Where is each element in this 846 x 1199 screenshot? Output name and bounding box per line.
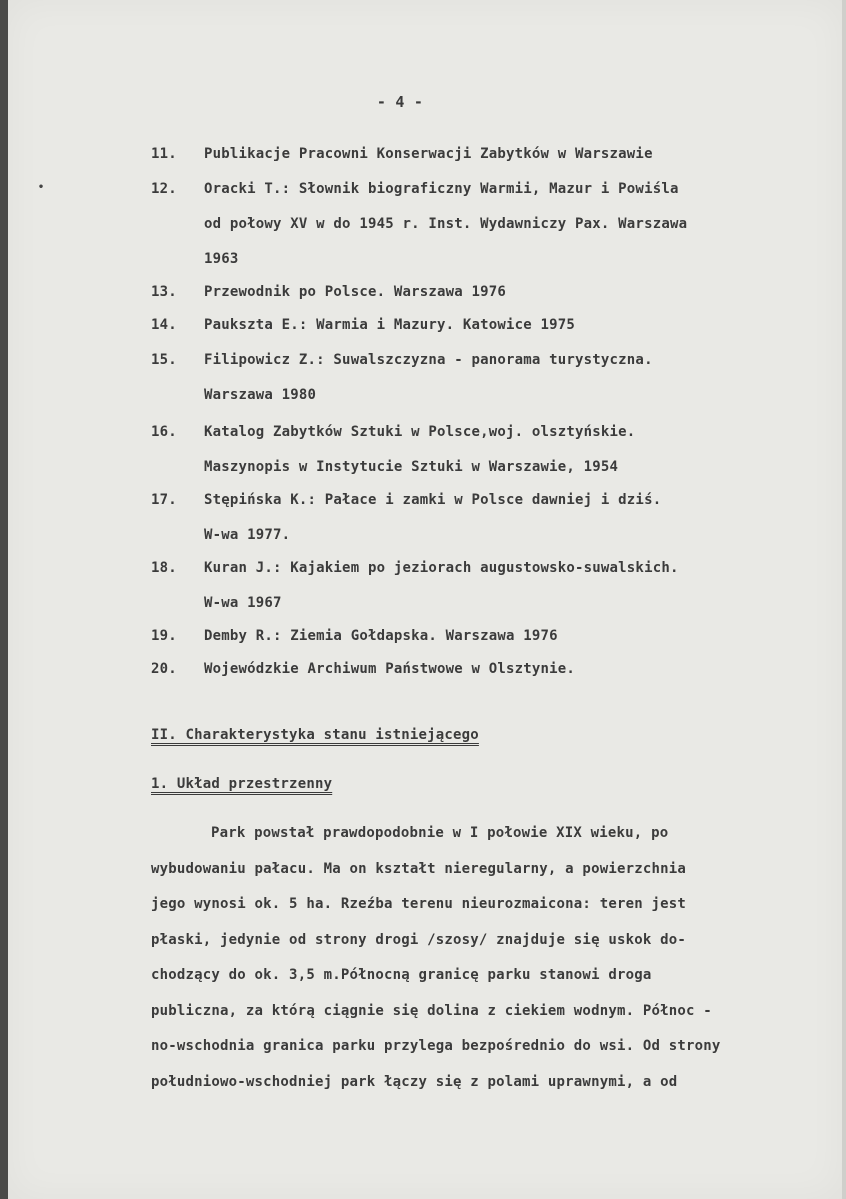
reference-item	[151, 343, 811, 413]
reference-number: 14.	[151, 317, 177, 333]
scan-edge	[0, 0, 8, 1199]
reference-text-line: W-wa 1977.	[204, 527, 291, 543]
document-page	[8, 0, 842, 1199]
reference-number: 19.	[151, 628, 177, 644]
reference-item	[151, 619, 811, 654]
reference-text-line: W-wa 1967	[204, 595, 282, 611]
reference-item	[151, 652, 811, 687]
reference-number: 20.	[151, 661, 177, 677]
reference-text-line: Publikacje Pracowni Konserwacji Zabytków w Warszawie	[204, 146, 653, 162]
subsection-heading: 1. Układ przestrzenny	[151, 776, 333, 792]
reference-text-line: od połowy XV w do 1945 r. Inst. Wydawniczy Pax. Warszawa	[204, 216, 688, 232]
reference-number: 13.	[151, 284, 177, 300]
reference-text-line: Filipowicz Z.: Suwalszczyzna - panorama turystyczna.	[204, 352, 653, 368]
paragraph-line: no-wschodnia granica parku przylega bezpośrednio do wsi. Od strony	[151, 1038, 721, 1054]
paragraph-line: wybudowaniu pałacu. Ma on kształt nieregularny, a powierzchnia	[151, 860, 686, 877]
reference-text-line: Przewodnik po Polsce. Warszawa 1976	[204, 284, 507, 300]
reference-text-line: Maszynopis w Instytucie Sztuki w Warszawie, 1954	[204, 459, 619, 475]
reference-number: 18.	[151, 560, 177, 576]
reference-item	[151, 172, 811, 277]
reference-text-line: Oracki T.: Słownik biograficzny Warmii, Mazur i Powiśla	[204, 181, 679, 197]
reference-text-line: Kuran J.: Kajakiem po jeziorach augustowsko-suwalskich.	[204, 560, 679, 576]
section-heading: II. Charakterystyka stanu istniejącego	[151, 727, 479, 743]
body-paragraph	[151, 816, 846, 1100]
reference-text-line: Wojewódzkie Archiwum Państwowe w Olsztynie.	[204, 661, 576, 677]
reference-item	[151, 483, 811, 553]
reference-text-line: Stępińska K.: Pałace i zamki w Polsce dawniej i dziś.	[204, 492, 662, 508]
reference-text-line: Katalog Zabytków Sztuki w Polsce,woj. olsztyńskie.	[204, 424, 636, 440]
reference-item	[151, 275, 811, 310]
paragraph-line: płaski, jedynie od strony drogi /szosy/ znajduje się uskok do-	[151, 931, 686, 948]
reference-item	[151, 308, 811, 343]
reference-item	[151, 551, 811, 621]
reference-number: 15.	[151, 352, 177, 368]
margin-mark: •	[38, 182, 45, 193]
reference-number: 11.	[151, 146, 177, 162]
reference-text-line: Demby R.: Ziemia Gołdapska. Warszawa 1976	[204, 628, 558, 644]
reference-text-line: 1963	[204, 251, 239, 267]
reference-text-line: Paukszta E.: Warmia i Mazury. Katowice 1975	[204, 317, 576, 333]
reference-text-line: Warszawa 1980	[204, 387, 317, 403]
reference-item	[151, 137, 811, 172]
reference-number: 16.	[151, 424, 177, 440]
reference-number: 12.	[151, 181, 177, 197]
page-number: - 4 -	[376, 93, 424, 111]
paragraph-line: Park powstał prawdopodobnie w I połowie XIX wieku, po	[211, 825, 669, 841]
paragraph-line: publiczna, za którą ciągnie się dolina z ciekiem wodnym. Północ -	[151, 1002, 712, 1019]
paragraph-line: jego wynosi ok. 5 ha. Rzeźba terenu nieurozmaicona: teren jest	[151, 896, 686, 912]
reference-number: 17.	[151, 492, 177, 508]
reference-item	[151, 415, 811, 485]
paragraph-line: chodzący do ok. 3,5 m.Północną granicę parku stanowi droga	[151, 967, 652, 983]
paragraph-line: południowo-wschodniej park łączy się z polami uprawnymi, a od	[151, 1073, 678, 1090]
